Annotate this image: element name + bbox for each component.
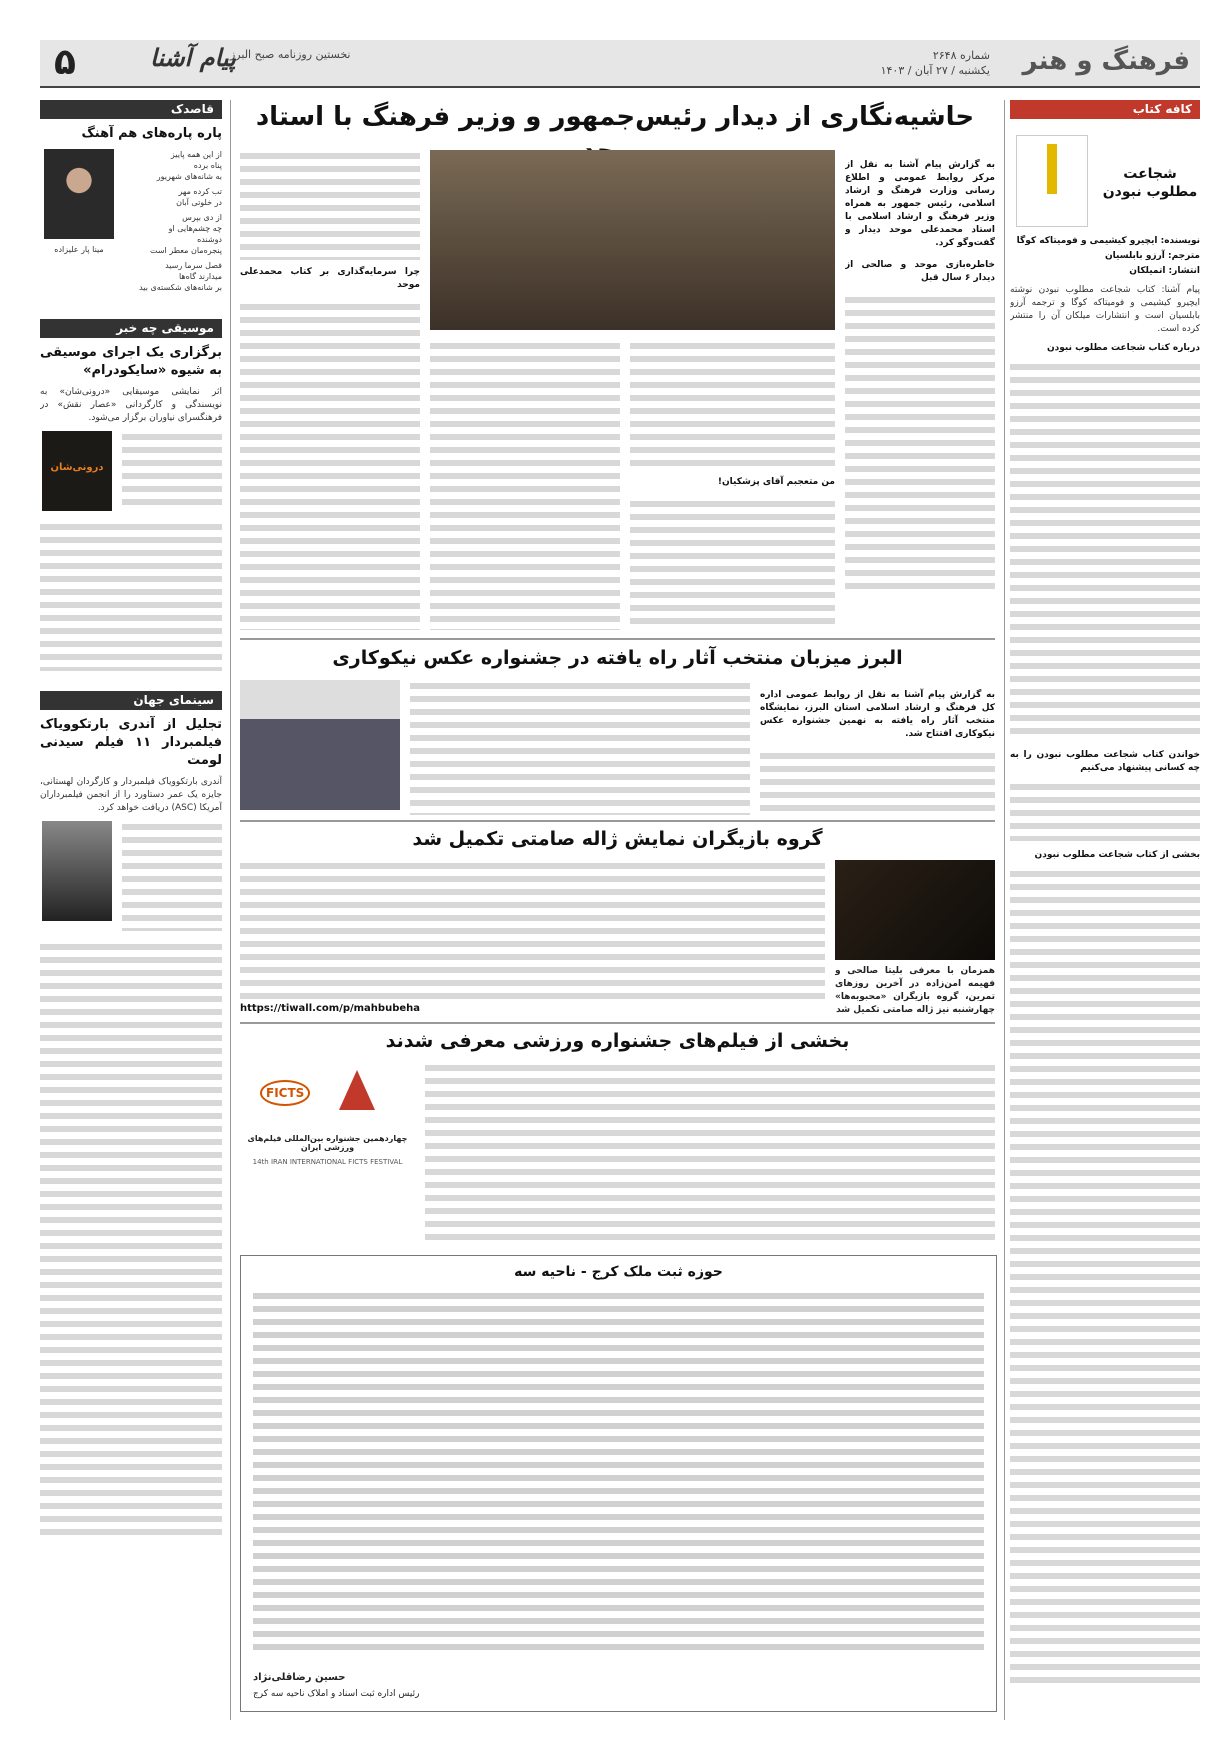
lead-subhead-3: چرا سرمایه‌گذاری بر کتاب محمدعلی موحد <box>240 267 420 290</box>
lead-subhead-2: من متعجبم آقای پزشکیان! <box>717 477 835 487</box>
book-publisher: انتشار: اتمیلکان <box>1129 266 1200 276</box>
cinema-body <box>40 941 222 1541</box>
poem-line: در خلوتی آبان <box>176 198 222 207</box>
theater-caption: همزمان با معرفی بلیتا صالحی و فهیمه امن‌زاده در آخرین روزهای تمرین، گروه بازیگران «محبوبه‌ها» چهارشنبه نیز ژاله صامتی تکمیل شد <box>835 966 995 1015</box>
festival-logo-text: چهاردهمین جشنواره بین‌المللی فیلم‌های ورزشی ایران <box>247 1134 408 1152</box>
book-excerpt-text <box>1010 868 1200 1688</box>
lead-body-col-2 <box>630 340 835 630</box>
book-subhead-recommend: خواندن کتاب شجاعت مطلوب نبودن را به چه کسانی پیشنهاد می‌کنیم <box>1010 750 1200 773</box>
lead-body-col-4 <box>240 150 420 630</box>
poem-line: از این همه پاییز <box>170 150 222 159</box>
newspaper-page <box>40 40 1200 1720</box>
cinema-feature <box>40 821 222 941</box>
poem-line: پنجره‌مان معطر است <box>150 246 222 255</box>
legal-notice-signature-title: رئیس اداره ثبت اسناد و املاک ناحیه سه کرج <box>253 1689 420 1699</box>
theater-poster-image <box>835 860 995 960</box>
book-cafe-column <box>1010 100 1200 1720</box>
book-feature <box>1010 125 1200 235</box>
book-subhead-excerpt: بخشی از کتاب شجاعت مطلوب نبودن <box>1034 850 1200 860</box>
book-body-text-2 <box>1010 781 1200 841</box>
lead-body-1 <box>845 294 995 594</box>
legal-notice-signature: حسین رضاقلی‌نژاد <box>253 1672 346 1683</box>
poem-title: پاره پاره‌های هم آهنگ <box>81 126 222 141</box>
poem-block <box>40 149 222 292</box>
poem-line: پناه برده <box>193 161 222 170</box>
cinema-photo <box>42 821 112 921</box>
poem-line: به شانه‌های شهریور <box>156 172 222 181</box>
poem-line: فصل سرما رسید <box>165 261 222 270</box>
issue-number: شماره ۲۶۴۸ <box>932 49 990 62</box>
poem-line: تب کرده مهر <box>178 187 222 196</box>
photo-contest-image <box>240 680 400 810</box>
issue-info <box>881 48 990 78</box>
photo-contest-headline: البرز میزبان منتخب آثار راه یافته در جشنواره عکس نیکوکاری <box>332 647 903 669</box>
festival-body <box>425 1062 995 1242</box>
book-translator: مترجم: آرزو بابلسیان <box>1104 251 1200 261</box>
poem-line: دوشنده <box>197 235 222 244</box>
ficts-logo: FICTS <box>260 1080 310 1106</box>
lead-subhead-1: خاطره‌بازی موحد و صالحی از دیدار ۶ سال قبل <box>845 260 995 283</box>
issue-date: یکشنبه / ۲۷ آبان / ۱۴۰۳ <box>880 64 990 77</box>
poet-name: مینا پار علیزاده <box>54 245 104 254</box>
book-cover-image <box>1016 135 1088 227</box>
page-header <box>40 40 1200 88</box>
photo-contest-body <box>410 680 750 815</box>
book-body-text <box>1010 361 1200 741</box>
book-title: شجاعت مطلوب نبودن <box>1102 166 1198 200</box>
section-rule-1 <box>240 638 995 640</box>
section-rule-2 <box>240 820 995 822</box>
tagline: نخستین روزنامه صبح البرز <box>230 48 351 61</box>
poet-avatar <box>44 149 114 239</box>
left-column <box>40 100 222 1720</box>
poem-line: بر شانه‌های شکسته‌ی بید <box>139 283 222 292</box>
theater-headline: گروه بازیگران نمایش ژاله صامتی تکمیل شد <box>412 828 823 850</box>
page-number: ۵ <box>54 42 76 83</box>
festival-logo-icon <box>339 1070 375 1110</box>
book-cafe-label: کافه کتاب <box>1010 100 1200 119</box>
festival-headline: بخشی از فیلم‌های جشنواره ورزشی معرفی شدند <box>385 1030 850 1052</box>
music-intro: اثر نمایشی موسیقایی «درونی‌شان» به نویسندگی و کارگردانی «عصار نقش» در فرهنگسرای نیاوران برگزار می‌شود. <box>40 387 222 423</box>
cinema-intro: آندری بارتکوویاک فیلمبردار و کارگردان لهستانی، جایزه یک عمر دستاورد را از انجمن فیلمبرداران آمریکا (ASC) دریافت خواهد کرد. <box>40 777 222 813</box>
music-headline: برگزاری یک اجرای موسیقی به شیوه «سایکودرام» <box>40 345 222 378</box>
newspaper-logo: پیام آشنا <box>150 44 236 72</box>
section-title: فرهنگ و هنر <box>1022 46 1190 76</box>
lead-photo <box>430 150 835 330</box>
cinema-label: سینمای جهان <box>40 691 222 710</box>
book-authors: نویسنده: ایچیرو کیشیمی و فومیتاکه کوگا <box>1016 236 1200 246</box>
cinema-headline: تجلیل از آندری بارتکوویاک فیلمبردار ۱۱ فیلم سیدنی لومت <box>40 717 222 768</box>
column-divider-left <box>230 100 231 1720</box>
theater-ticket-link[interactable]: https://tiwall.com/p/mahbubeha <box>240 1003 420 1014</box>
music-body <box>40 431 222 681</box>
poem-lines <box>122 149 222 293</box>
book-subhead-about: درباره کتاب شجاعت مطلوب نبودن <box>1046 343 1200 353</box>
lead-intro: به گزارش پیام آشنا به نقل از مرکز روابط عمومی و اطلاع رسانی وزارت فرهنگ و ارشاد اسلامی، رئیس جمهور به همراه وزیر فرهنگ و ارشاد اسلامی با استاد محمدعلی موحد دیدار و گفت‌وگو کرد. <box>845 160 995 248</box>
legal-notice-title: حوزه ثبت ملک کرج - ناحیه سه <box>514 1264 723 1280</box>
poem-line: از دی بپرس <box>182 213 222 222</box>
festival-logo-box <box>240 1062 415 1182</box>
photo-contest-intro <box>760 680 995 815</box>
music-poster-title: درونی‌شان <box>50 462 104 473</box>
poem-line: میدارند گاه‌ها <box>178 272 222 281</box>
lead-headline: حاشیه‌نگاری از دیدار رئیس‌جمهور و وزیر فرهنگ با استاد <box>255 102 975 132</box>
book-intro: پیام آشنا: کتاب شجاعت مطلوب نبودن نوشته ایچیرو کیشیمی و فومیتاکه کوگا و ترجمه آرزو بابلسیان است و انتشارات میلکان آن را منتشر کرده است. <box>1010 285 1200 334</box>
lead-body-col-3 <box>430 340 620 630</box>
section-rule-3 <box>240 1022 995 1024</box>
qasedak-label: قاصدک <box>40 100 222 119</box>
music-poster-image <box>42 431 112 511</box>
music-label: موسیقی چه خبر <box>40 319 222 338</box>
legal-notice <box>240 1255 997 1712</box>
lead-intro-text <box>845 150 995 630</box>
poem-line: چه چشم‌هایی او <box>168 224 222 233</box>
legal-notice-body <box>253 1290 984 1650</box>
festival-logo-english: 14th IRAN INTERNATIONAL FICTS FESTIVAL <box>252 1158 403 1166</box>
theater-body <box>240 860 825 1000</box>
photo-contest-lead: به گزارش پیام آشنا به نقل از روابط عمومی اداره کل فرهنگ و ارشاد اسلامی استان البرز، نمایشگاه منتخب آثار راه یافته به نهمین جشنواره عکس نیکوکاری افتتاح شد. <box>760 690 995 739</box>
column-divider <box>1004 100 1005 1720</box>
